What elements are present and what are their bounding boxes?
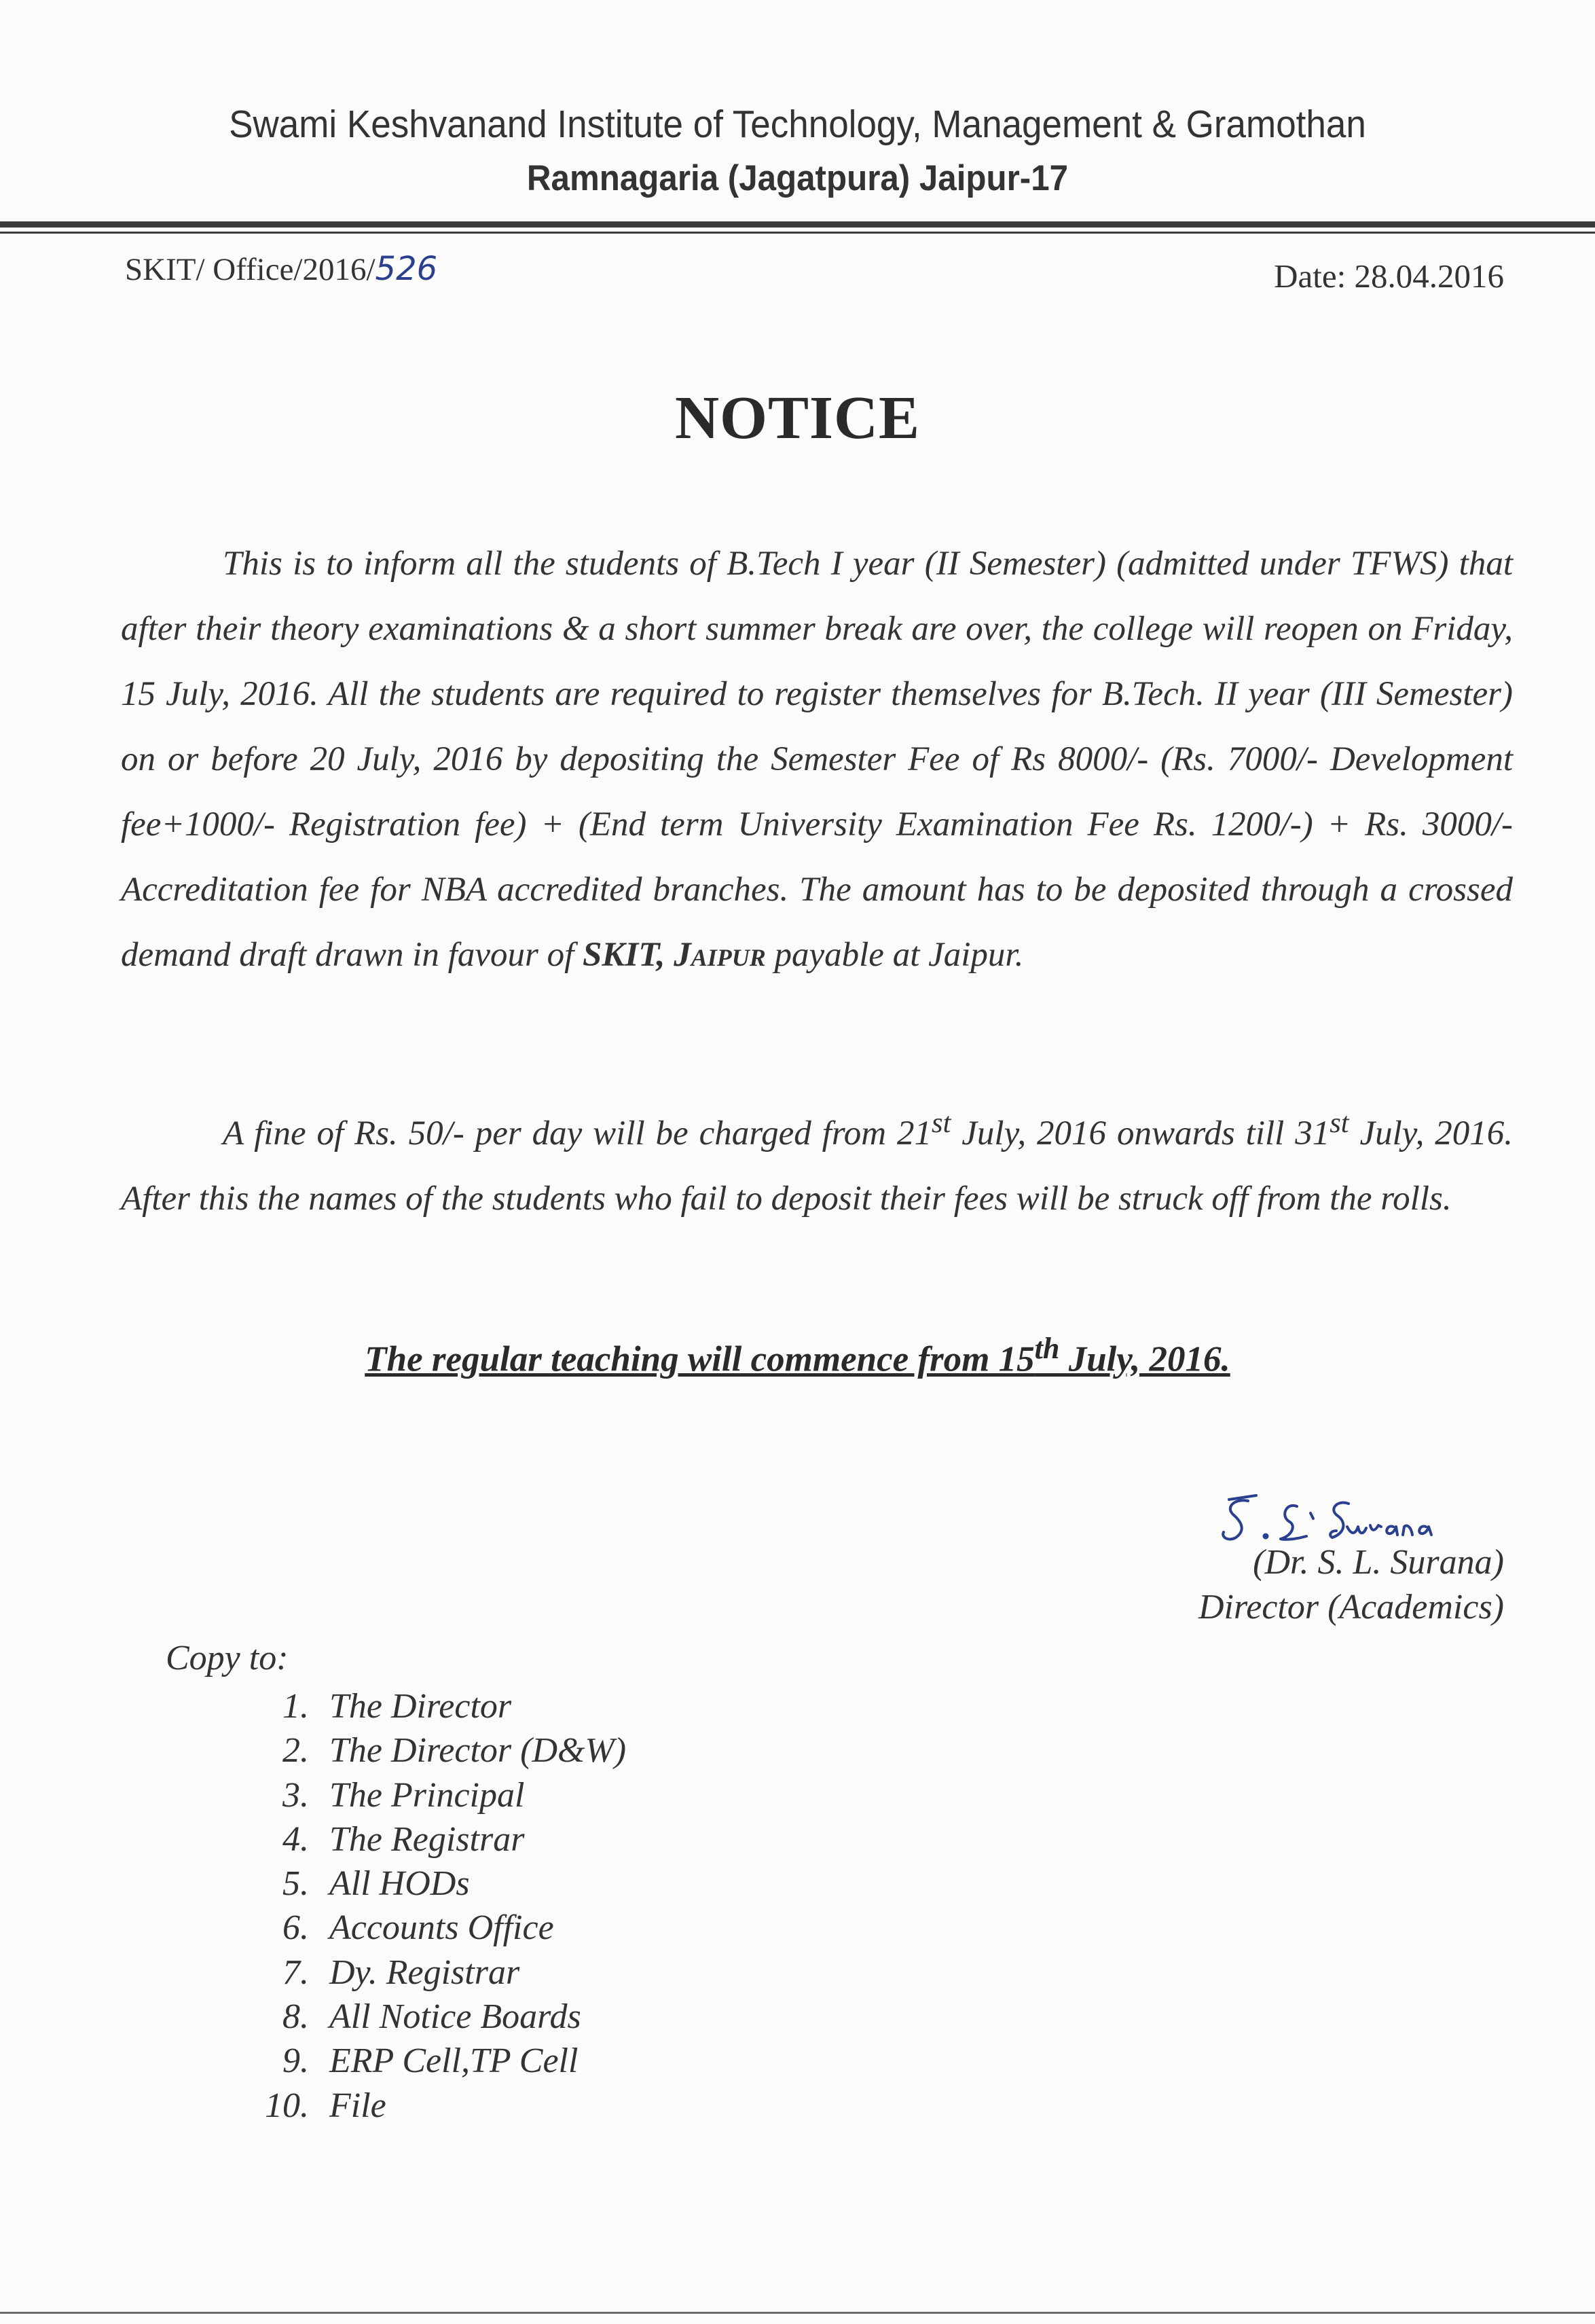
copy-to-item [231,1817,626,1862]
para2-text-end: July, 2016. After this the names of the students who fail to deposit their fees will be struck off from the rolls. [121,1114,1513,1218]
reference-number [125,250,437,288]
copy-to-item [231,1950,626,1995]
copy-to-item-number: 3. [282,1775,309,1815]
copy-to-item [231,1995,626,2039]
copy-to-item-number: 4. [282,1819,309,1859]
commencement-statement [0,1331,1595,1380]
institute-name: Swami Keshvanand Institute of Technology, Management & Gramothan [229,103,1366,146]
copy-to-item-number: 2. [282,1731,309,1771]
copy-to-item-number: 10. [265,2086,309,2125]
copy-to-item-gap [309,1862,329,1906]
copy-to-item [231,2084,626,2128]
copy-to-item-number: 1. [282,1687,309,1726]
copy-to-item [231,1906,626,1950]
signatory-block [1198,1540,1504,1630]
copy-to-item-number: 6. [282,1908,309,1948]
copy-to-item-text: All HODs [329,1864,470,1904]
reference-printed: SKIT/ Office/2016/ [125,252,375,287]
copy-to-item-text: File [329,2086,386,2125]
copy-to-item-gap [309,1684,329,1728]
copy-to-item-gap [309,1995,329,2039]
commence-text: The regular teaching will commence from 15 [365,1339,1035,1379]
copy-to-item [231,1728,626,1773]
copy-to-item-number: 8. [282,1997,309,2037]
copy-to-item [231,2039,626,2083]
page-bottom-rule [0,2312,1595,2314]
notice-date: Date: 28.04.2016 [1274,257,1504,295]
copy-to-item-gap [309,1817,329,1862]
para2-text: A fine of Rs. 50/- per day will be charged from 21 [223,1114,932,1152]
copy-to-item-text: ERP Cell,TP Cell [329,2041,579,2081]
reference-handwritten: 526 [375,250,438,288]
signatory-designation: Director (Academics) [1198,1588,1504,1627]
copy-to-item-text: All Notice Boards [329,1997,581,2037]
copy-to-item-gap [309,2039,329,2083]
copy-to-item-number: 5. [282,1864,309,1904]
para2-sup-1: st [932,1107,951,1139]
notice-paragraph-1 [121,531,1513,987]
commence-text-end: July, 2016. [1059,1339,1230,1379]
copy-to-item-number: 9. [282,2041,309,2081]
institute-address: Ramnagaria (Jagatpura) Jaipur-17 [526,158,1069,198]
copy-to-list [231,1684,626,2128]
copy-to-item-gap [309,1906,329,1950]
notice-paragraph-2 [121,1091,1513,1231]
copy-to-item-gap [309,1728,329,1773]
copy-to-item-text: Dy. Registrar [329,1953,520,1992]
para1-text: This is to inform all the students of B.Tech I year (II Semester) (admitted under TFWS) that after their theory examinations & a short summer break are over, the college will reopen on Friday, 15 July, 2016. All the students are required to register themselves for B.Tech. II year (III Semester) on or before 20 July, 2016 by depositing the Semester Fee of Rs 8000/- (Rs. 7000/- Development fee+1000/- Registration fee) + (End term University Examination Fee Rs. 1200/-) + Rs. 3000/- Accreditation fee for NBA accredited branches. The amount has to be deposited through a crossed demand draft drawn in favour of [121,545,1513,974]
copy-to-item-text: The Registrar [329,1819,525,1859]
para1-text-end: payable at Jaipur. [765,936,1024,974]
copy-to-item [231,1862,626,1906]
copy-to-label: Copy to: [166,1639,289,1677]
copy-to-item-text: Accounts Office [329,1908,554,1948]
signatory-name: (Dr. S. L. Surana) [1253,1543,1504,1582]
copy-to-item-gap [309,1950,329,1995]
copy-to-item-text: The Director [329,1687,512,1726]
copy-to-item-number: 7. [282,1953,309,1992]
copy-to-item [231,1773,626,1817]
notice-title: NOTICE [674,384,921,452]
copy-to-item-text: The Principal [329,1775,525,1815]
para1-payee-city: Jaipur [674,936,766,974]
header-rule-thin [0,232,1595,234]
commence-sup: th [1034,1332,1060,1365]
para2-text-mid: July, 2016 onwards till 31 [951,1114,1330,1152]
copy-to-item-text: The Director (D&W) [329,1731,627,1771]
copy-to-item-gap [309,2084,329,2128]
para1-payee-bold: SKIT, [583,936,674,974]
para2-sup-2: st [1330,1107,1349,1139]
copy-to-item-gap [309,1773,329,1817]
handwritten-signature [1215,1486,1487,1547]
header-rule-thick [0,221,1595,228]
copy-to-item [231,1684,626,1728]
